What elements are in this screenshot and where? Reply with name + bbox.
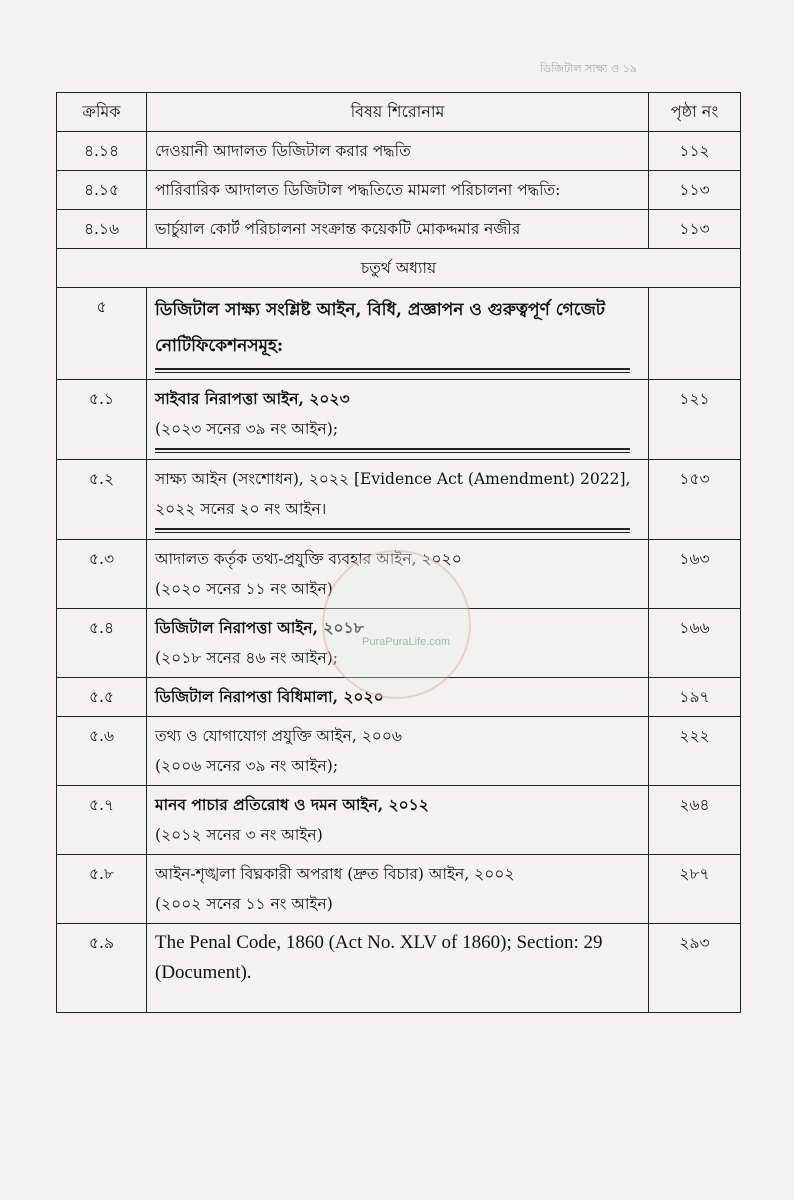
row-title: আদালত কর্তৃক তথ্য-প্রযুক্তি ব্যবহার আইন, ২০২০ — [155, 550, 462, 568]
section-title-cell — [147, 288, 649, 380]
row-number: ৫.৮ — [57, 855, 147, 924]
chapter-heading: চতুর্থ অধ্যায় — [57, 249, 741, 288]
row-page: ২৮৭ — [649, 855, 741, 924]
row-number: ৫.৫ — [57, 678, 147, 717]
row-title: মানব পাচার প্রতিরোধ ও দমন আইন, ২০১২ — [155, 795, 429, 814]
table-row — [57, 786, 741, 855]
section-title: ডিজিটাল সাক্ষ্য সংশ্লিষ্ট আইন, বিধি, প্রজ্ঞাপন ও গুরুত্বপূর্ণ গেজেট নোটিফিকেশনসমূহ: — [155, 300, 606, 356]
row-subtitle: (২০১২ সনের ৩ নং আইন) — [155, 826, 323, 844]
row-page: ২৯৩ — [649, 924, 741, 1013]
row-title: সাক্ষ্য আইন (সংশোধন), ২০২২ [Evidence Act (Amendment) 2022], ২০২২ সনের ২০ নং আইন। — [155, 470, 631, 518]
row-title: আইন-শৃঙ্খলা বিঘ্নকারী অপরাধ (দ্রুত বিচার) আইন, ২০০২ — [155, 865, 515, 883]
table-row — [57, 132, 741, 171]
row-number: ৫.৭ — [57, 786, 147, 855]
row-title: দেওয়ানী আদালত ডিজিটাল করার পদ্ধতি — [147, 132, 649, 171]
row-number: ৫.৯ — [57, 924, 147, 1013]
row-title: তথ্য ও যোগাযোগ প্রযুক্তি আইন, ২০০৬ — [155, 727, 403, 745]
row-title-cell — [147, 924, 649, 1013]
running-head: ডিজিটাল সাক্ষ্য ও ১৯ — [540, 62, 638, 75]
table-row — [57, 855, 741, 924]
row-page: ১৯৭ — [649, 678, 741, 717]
table-row — [57, 924, 741, 1013]
row-title-cell — [147, 855, 649, 924]
row-page: ১৬৩ — [649, 540, 741, 609]
row-subtitle: (২০০৬ সনের ৩৯ নং আইন); — [155, 757, 339, 775]
row-page: ১৬৬ — [649, 609, 741, 678]
table-row — [57, 380, 741, 460]
row-number: ৫.১ — [57, 380, 147, 460]
double-rule — [155, 368, 630, 373]
double-rule — [155, 448, 630, 453]
header-row — [57, 93, 741, 132]
row-number: ৫.৪ — [57, 609, 147, 678]
row-subtitle: (২০২০ সনের ১১ নং আইন) — [155, 580, 333, 598]
row-page: ২২২ — [649, 717, 741, 786]
row-number: ৫.৬ — [57, 717, 147, 786]
watermark-logo — [322, 550, 471, 699]
section-row — [57, 288, 741, 380]
row-number: ৫.৩ — [57, 540, 147, 609]
row-subtitle: (২০২৩ সনের ৩৯ নং আইন); — [155, 420, 339, 438]
row-title: ভার্চুয়াল কোর্ট পরিচালনা সংক্রান্ত কয়েকটি মোকদ্দমার নজীর — [147, 210, 649, 249]
row-page: ১১৩ — [649, 171, 741, 210]
row-title: পারিবারিক আদালত ডিজিটাল পদ্ধতিতে মামলা পরিচালনা পদ্ধতি: — [147, 171, 649, 210]
row-title-cell — [147, 786, 649, 855]
chapter-row — [57, 249, 741, 288]
row-page: ২৬৪ — [649, 786, 741, 855]
section-page — [649, 288, 741, 380]
row-page: ১১২ — [649, 132, 741, 171]
row-number: ৪.১৪ — [57, 132, 147, 171]
row-title: ডিজিটাল নিরাপত্তা আইন, ২০১৮ — [155, 618, 364, 637]
row-number: ৪.১৫ — [57, 171, 147, 210]
section-number: ৫ — [57, 288, 147, 380]
row-title-cell — [147, 717, 649, 786]
row-title: The Penal Code, 1860 (Act No. XLV of 1860); Section: 29 (Document). — [155, 932, 603, 983]
watermark-text: PuraPuraLife.com — [362, 636, 451, 648]
header-serial: ক্রমিক — [57, 93, 147, 132]
header-title: বিষয় শিরোনাম — [147, 93, 649, 132]
row-title-cell — [147, 380, 649, 460]
row-number: ৪.১৬ — [57, 210, 147, 249]
double-rule — [155, 528, 630, 533]
header-page: পৃষ্ঠা নং — [649, 93, 741, 132]
table-row — [57, 210, 741, 249]
table-row — [57, 171, 741, 210]
row-number: ৫.২ — [57, 460, 147, 540]
row-title: ডিজিটাল নিরাপত্তা বিধিমালা, ২০২০ — [155, 687, 384, 706]
row-subtitle: (২০১৮ সনের ৪৬ নং আইন); — [155, 649, 338, 667]
table-row — [57, 717, 741, 786]
row-page: ১১৩ — [649, 210, 741, 249]
row-page: ১৫৩ — [649, 460, 741, 540]
row-subtitle: (২০০২ সনের ১১ নং আইন) — [155, 895, 333, 913]
row-title-cell — [147, 460, 649, 540]
row-page: ১২১ — [649, 380, 741, 460]
table-row — [57, 460, 741, 540]
row-title: সাইবার নিরাপত্তা আইন, ২০২৩ — [155, 389, 350, 408]
